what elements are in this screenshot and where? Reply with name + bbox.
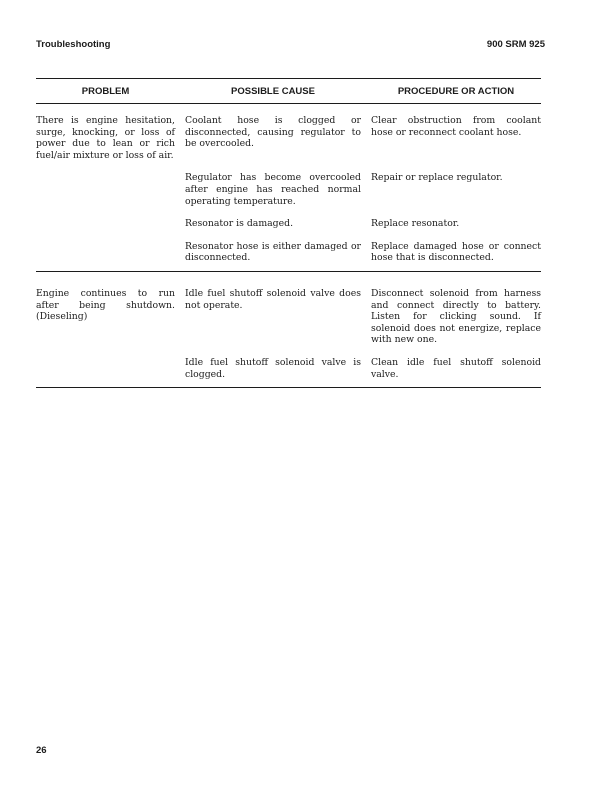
problem-cell — [36, 172, 175, 207]
table-body — [36, 104, 541, 388]
column-header-problem: PROBLEM — [81, 85, 130, 97]
problem-cell: There is engine hesitation, surge, knocking, or loss of power due to lean or rich fuel/air mixture or loss of air. — [36, 115, 175, 161]
header-section-title: Troubleshooting — [36, 39, 111, 50]
table-row — [36, 115, 541, 161]
cause-cell: Idle fuel shutoff solenoid valve is clogged. — [185, 356, 361, 380]
table-row — [36, 218, 541, 230]
table-header-row — [36, 78, 541, 104]
table-section — [36, 104, 541, 272]
cause-cell: Resonator hose is either damaged or disconnected. — [185, 240, 361, 264]
cause-cell: Resonator is damaged. — [185, 218, 294, 230]
header-manual-number: 900 SRM 925 — [486, 39, 545, 50]
cause-cell: Coolant hose is clogged or disconnected, causing regulator to be overcooled. — [185, 115, 361, 150]
problem-cell — [36, 218, 175, 230]
table-row — [36, 172, 541, 207]
column-header-possible-cause: POSSIBLE CAUSE — [231, 85, 315, 97]
troubleshooting-table — [36, 78, 541, 388]
action-cell: Clear obstruction from coolant hose or reconnect coolant hose. — [371, 115, 541, 138]
table-row — [36, 288, 541, 346]
action-cell: Clean idle fuel shutoff solenoid valve. — [371, 356, 541, 380]
column-header-procedure-or-action: PROCEDURE OR ACTION — [397, 85, 515, 97]
action-cell: Replace resonator. — [371, 218, 460, 230]
problem-cell — [36, 357, 175, 380]
table-section — [36, 272, 541, 388]
problem-cell: Engine continues to run after being shutdown. (Dieseling) — [36, 287, 175, 323]
action-cell: Replace damaged hose or connect hose that is disconnected. — [371, 240, 541, 264]
problem-cell — [36, 241, 175, 264]
table-row — [36, 357, 541, 380]
cause-cell: Idle fuel shutoff solenoid valve does not operate. — [185, 287, 361, 311]
action-cell: Repair or replace regulator. — [371, 172, 503, 184]
cause-cell: Regulator has become overcooled after engine has reached normal operating temperature. — [185, 172, 361, 207]
table-row — [36, 241, 541, 264]
page-number: 26 — [36, 745, 47, 756]
action-cell: Disconnect solenoid from harness and connect directly to battery. Listen for clicking sound. If solenoid does not energize, replace with new one. — [371, 287, 541, 346]
running-header — [36, 39, 545, 50]
